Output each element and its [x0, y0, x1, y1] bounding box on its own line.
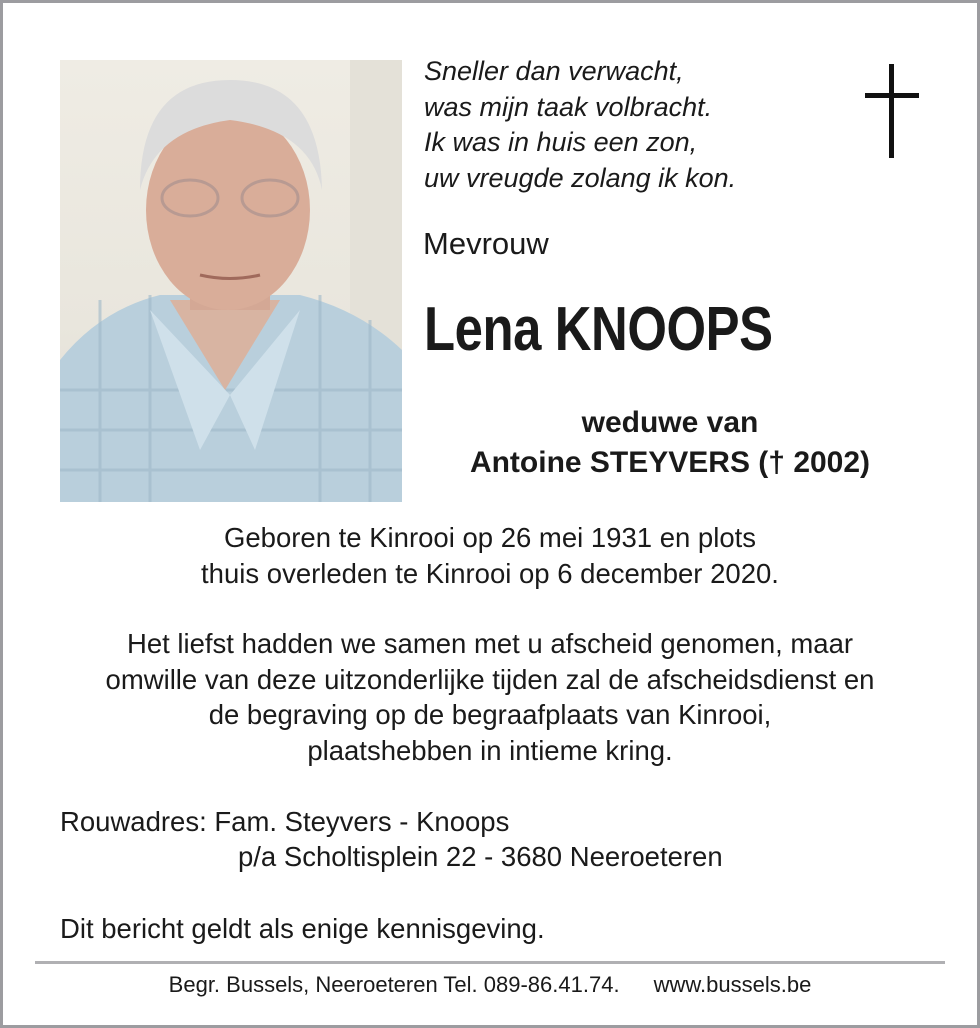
text-line: omwille van deze uitzonderlijke tijden zal de afscheidsdienst en — [105, 663, 875, 695]
widow-label: weduwe van — [581, 406, 759, 439]
spouse-name: Antoine STEYVERS († 2002) — [469, 446, 871, 479]
text-line: plaatshebben in intieme kring. — [307, 734, 673, 766]
portrait-photo — [60, 60, 402, 502]
deceased-name: Lena KNOOPS — [424, 295, 773, 364]
poem-line: was mijn taak volbracht. — [424, 91, 713, 122]
birth-death-info — [40, 520, 940, 591]
funeral-message — [40, 626, 940, 768]
footer — [0, 972, 980, 998]
salutation: Mevrouw — [423, 226, 549, 261]
poem-line: uw vreugde zolang ik kon. — [424, 162, 737, 193]
text-line: de begraving op de begraafplaats van Kinrooi, — [208, 699, 772, 730]
footer-website[interactable]: www.bussels.be — [653, 972, 812, 997]
text-line: Het liefst hadden we samen met u afscheid genomen, maar — [126, 628, 854, 659]
notice: Dit bericht geldt als enige kennisgeving. — [60, 913, 545, 944]
poem-line: Ik was in huis een zon, — [424, 127, 698, 157]
text-line: thuis overleden te Kinrooi op 6 december 2020. — [201, 557, 779, 589]
poem-line: Sneller dan verwacht, — [424, 56, 684, 86]
text-line: Geboren te Kinrooi op 26 mei 1931 en plots — [223, 522, 757, 553]
cross-icon — [889, 64, 894, 158]
address-line-1: Rouwadres: Fam. Steyvers - Knoops — [60, 806, 510, 837]
divider — [35, 961, 945, 964]
cross-icon-bar — [865, 93, 919, 98]
poem — [424, 54, 736, 196]
footer-contact: Begr. Bussels, Neeroeteren Tel. 089-86.41.74. — [168, 972, 620, 997]
spouse-info — [420, 403, 920, 483]
address-line-2: p/a Scholtisplein 22 - 3680 Neeroeteren — [238, 841, 723, 872]
